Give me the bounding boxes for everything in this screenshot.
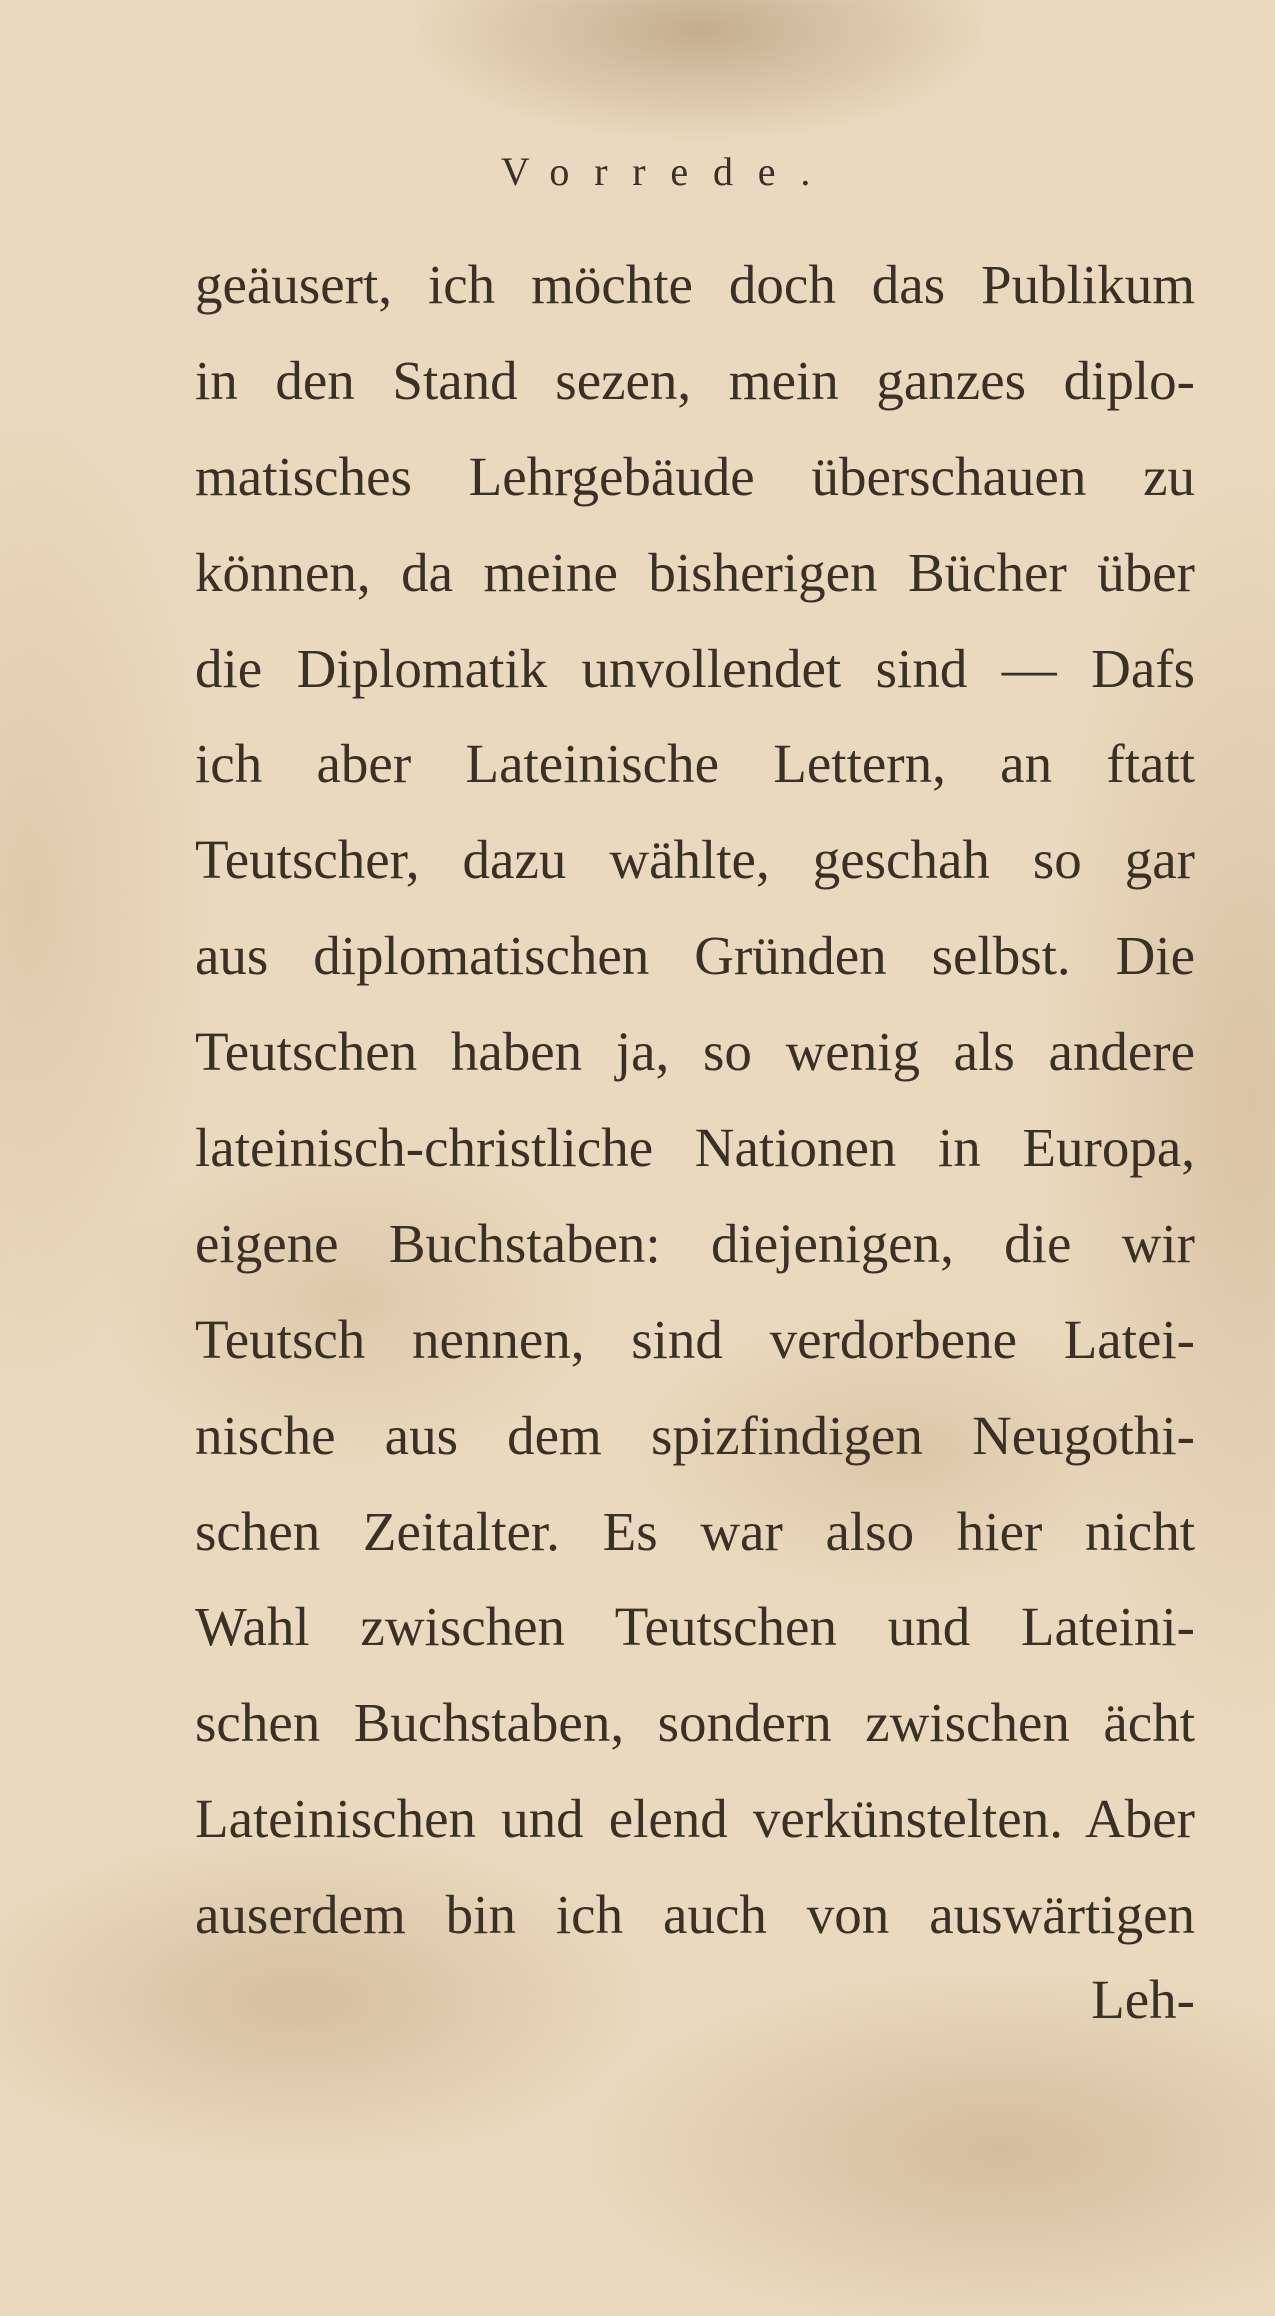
catchword: Leh-	[1091, 1969, 1195, 2030]
text-line: ich aber Lateinische Lettern, an ftatt	[195, 733, 1195, 795]
text-line: auserdem bin ich auch von auswärtigen	[195, 1884, 1195, 1946]
text-line: schen Zeitalter. Es war also hier nicht	[195, 1500, 1195, 1562]
text-line: Lateinischen und elend verkünstelten. Aber	[195, 1788, 1195, 1850]
text-line: Teutschen haben ja, so wenig als andere	[195, 1021, 1195, 1083]
text-line: schen Buchstaben, sondern zwischen ächt	[195, 1692, 1195, 1754]
running-head: Vorrede.	[500, 149, 836, 194]
text-line: Teutscher, dazu wählte, geschah so gar	[195, 829, 1195, 891]
text-line: geäusert, ich möchte doch das Publikum	[195, 254, 1195, 315]
body-text	[195, 240, 1195, 1966]
text-line: nische aus dem spizfindigen Neugothi-	[195, 1404, 1195, 1466]
text-line: eigene Buchstaben: diejenigen, die wir	[195, 1212, 1195, 1274]
text-line: Teutsch nennen, sind verdorbene Latei-	[195, 1308, 1195, 1370]
text-line: lateinisch-christliche Nationen in Europa,	[195, 1117, 1195, 1179]
text-line: die Diplomatik unvollendet sind — Dafs	[195, 637, 1195, 699]
text-line: können, da meine bisherigen Bücher über	[195, 541, 1195, 603]
text-line: aus diplomatischen Gründen selbst. Die	[195, 925, 1195, 987]
text-line: in den Stand sezen, mein ganzes diplo-	[195, 349, 1195, 411]
text-line: matisches Lehrgebäude überschauen zu	[195, 445, 1195, 507]
text-line: Wahl zwischen Teutschen und Lateini-	[195, 1596, 1195, 1658]
